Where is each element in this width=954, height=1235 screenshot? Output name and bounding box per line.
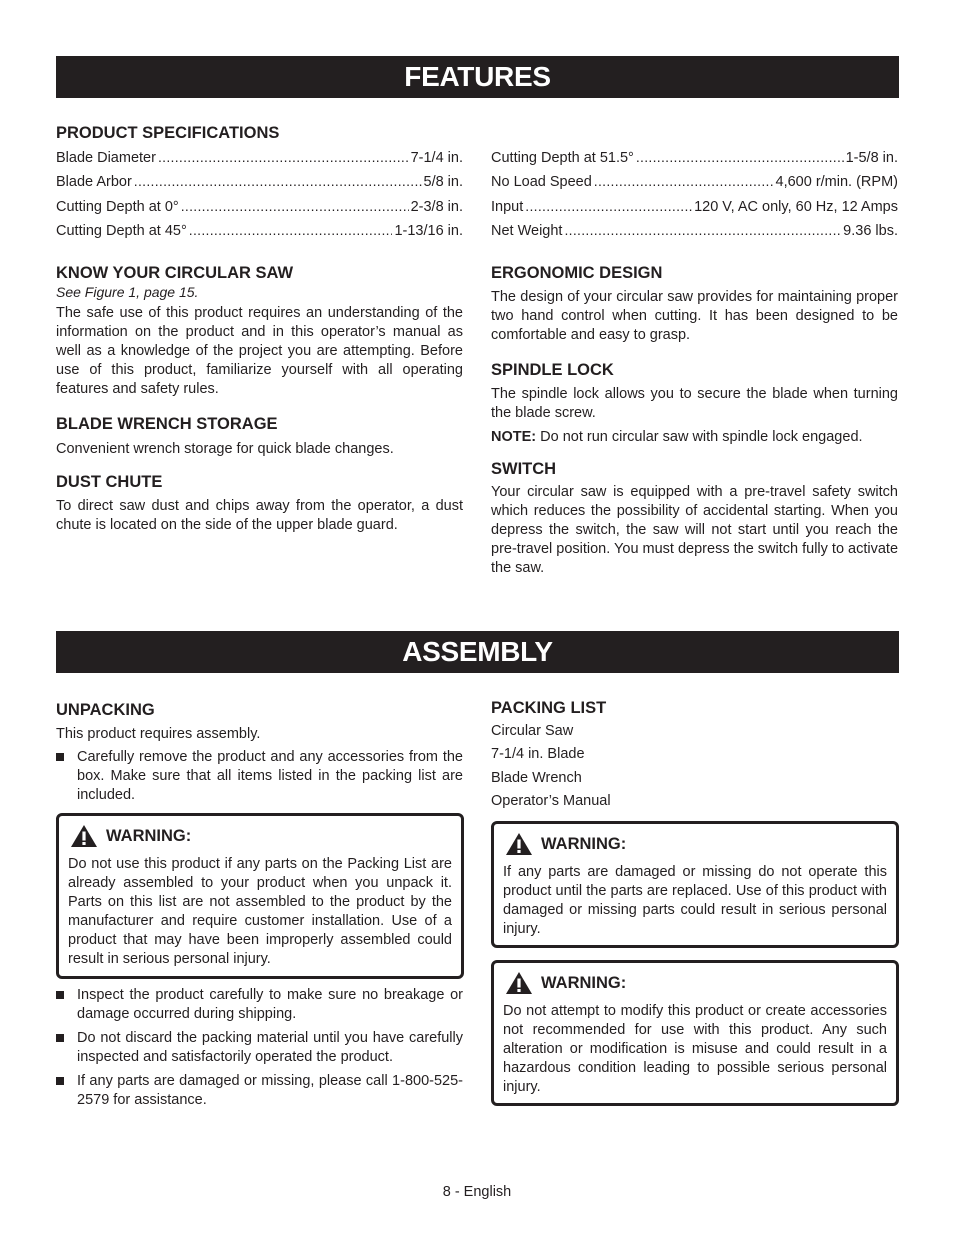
spindle-lock-heading: SPINDLE LOCK (491, 361, 614, 380)
warning-triangle-icon (505, 971, 533, 995)
warning-body: Do not attempt to modify this product or create accessories not recommended for use with this product. Any such alteration or modification is misuse and could result in a hazardous condition leading to possible serious personal injury. (503, 1003, 887, 1095)
dust-chute-body: To direct saw dust and chips away from the operator, a dust chute is located on the side of the upper blade guard. (56, 498, 463, 534)
bullet-square-icon (56, 991, 64, 999)
features-right-column (491, 146, 898, 578)
packing-list (491, 720, 898, 813)
spec-label: Blade Arbor (56, 174, 132, 191)
spec-value: 1-5/8 in. (845, 150, 898, 166)
unpacking-bullets-after-wrap (56, 986, 463, 1110)
features-banner: FEATURES (56, 56, 899, 98)
warning-triangle-icon (505, 832, 533, 856)
spec-row (491, 170, 898, 194)
blade-wrench-heading: BLADE WRENCH STORAGE (56, 415, 278, 434)
bullet-square-icon (56, 753, 64, 761)
ergonomic-body: The design of your circular saw provides for maintaining proper two hand control when cutting. It has been designed to be comfortable and easy to grasp. (491, 289, 898, 344)
spec-label: Cutting Depth at 51.5° (491, 150, 634, 166)
bullet-text: If any parts are damaged or missing, please call 1-800-525-2579 for assistance. (77, 1073, 463, 1108)
unpacking-bullets-after (56, 986, 463, 1110)
spec-label: Cutting Depth at 0° (56, 198, 179, 215)
spec-value: 1-13/16 in. (394, 222, 463, 239)
warning-title: WARNING: (541, 835, 627, 853)
dust-chute-heading: DUST CHUTE (56, 473, 163, 492)
note-text: Do not run circular saw with spindle lock engaged. (540, 429, 863, 446)
spec-value: 5/8 in. (423, 174, 463, 191)
list-item (56, 748, 463, 805)
warning-title: WARNING: (106, 827, 192, 845)
packing-list-item: Circular Saw (491, 723, 574, 739)
list-item (56, 1029, 463, 1067)
warning-body: If any parts are damaged or missing do not operate this product until the parts are replaced. Use of this product with damaged or missing parts could result in serious personal injury. (503, 864, 887, 937)
spec-label: No Load Speed (491, 174, 592, 191)
bullet-square-icon (56, 1077, 64, 1085)
spec-label: Input (491, 198, 524, 215)
spec-row (491, 219, 898, 243)
note-label: NOTE: (491, 429, 537, 446)
product-specs-heading: PRODUCT SPECIFICATIONS (56, 124, 280, 142)
spec-value: 120 V, AC only, 60 Hz, 12 Amps (694, 198, 898, 215)
packing-warning-box-2 (491, 960, 899, 1106)
warning-header (505, 971, 887, 995)
switch-body: Your circular saw is equipped with a pre-travel safety switch which reduces the possibility of accidental starting. When you depress the switch, the saw will not start until you reach the pre-travel position. You must depress the switch fully to activate the saw. (491, 484, 899, 577)
ergonomic-heading: ERGONOMIC DESIGN (491, 264, 663, 283)
specs-right-list (491, 146, 898, 243)
spec-row (491, 146, 898, 170)
packing-list-heading: PACKING LIST (491, 699, 607, 717)
features-left-column (56, 123, 463, 535)
figure-reference: See Figure 1, page 15. (56, 284, 199, 301)
spindle-lock-body: The spindle lock allows you to secure the blade when turning the blade screw. (491, 386, 898, 422)
packing-list-item: Blade Wrench (491, 769, 582, 786)
spec-row (491, 195, 898, 219)
spec-row (56, 146, 463, 170)
unpacking-intro: This product requires assembly. (56, 726, 261, 742)
warning-header (505, 832, 887, 856)
unpacking-bullets-before (56, 748, 463, 805)
warning-header (70, 824, 452, 848)
page-number: 8 - English (442, 1184, 512, 1200)
blade-wrench-body: Convenient wrench storage for quick blade changes. (56, 441, 394, 458)
bullet-text: Inspect the product carefully to make sure no breakage or damage occurred during shipping. (77, 987, 463, 1022)
spec-label: Cutting Depth at 45° (56, 222, 187, 239)
list-item (56, 986, 463, 1024)
spec-row (56, 195, 463, 219)
bullet-square-icon (56, 1034, 64, 1042)
assembly-banner: ASSEMBLY (56, 631, 899, 673)
warning-triangle-icon (70, 824, 98, 848)
know-saw-heading: KNOW YOUR CIRCULAR SAW (56, 264, 294, 283)
unpacking-heading: UNPACKING (56, 701, 155, 719)
list-item (56, 1072, 463, 1110)
bullet-text: Do not discard the packing material until you have carefully inspected and satisfactorily operated the product. (77, 1030, 463, 1065)
spec-label: Net Weight (491, 222, 563, 239)
packing-list-item: 7-1/4 in. Blade (491, 746, 585, 763)
warning-body: Do not use this product if any parts on the Packing List are already assembled to your product when you unpack it. Parts on this list are not assembled to the product by the manufacturer and require customer installation. Use of a product that may have been improperly assembled could result in serious personal injury. (68, 856, 452, 967)
know-saw-body: The safe use of this product requires an understanding of the information on the product and in this operator’s manual as well as a knowledge of the project you are attempting. Before use of this product, familiarize yourself with all operating features and safety rules. (56, 305, 463, 398)
specs-left-list (56, 146, 463, 243)
spec-value: 9.36 lbs. (843, 222, 898, 239)
spec-row (56, 219, 463, 243)
spec-value: 7-1/4 in. (410, 150, 463, 166)
warning-title: WARNING: (541, 974, 627, 992)
spec-row (56, 170, 463, 194)
spec-label: Blade Diameter (56, 150, 156, 166)
switch-heading: SWITCH (491, 460, 557, 479)
spindle-lock-note (491, 428, 898, 447)
spec-value: 2-3/8 in. (410, 198, 463, 215)
assembly-left-column (56, 700, 463, 805)
assembly-right-column (491, 698, 898, 813)
bullet-text: Carefully remove the product and any accessories from the box. Make sure that all items listed in the packing list are included. (77, 749, 463, 803)
packing-warning-box-1 (491, 821, 899, 948)
packing-list-item: Operator’s Manual (491, 792, 611, 809)
unpacking-warning-box (56, 813, 464, 979)
spec-value: 4,600 r/min. (RPM) (775, 174, 898, 191)
